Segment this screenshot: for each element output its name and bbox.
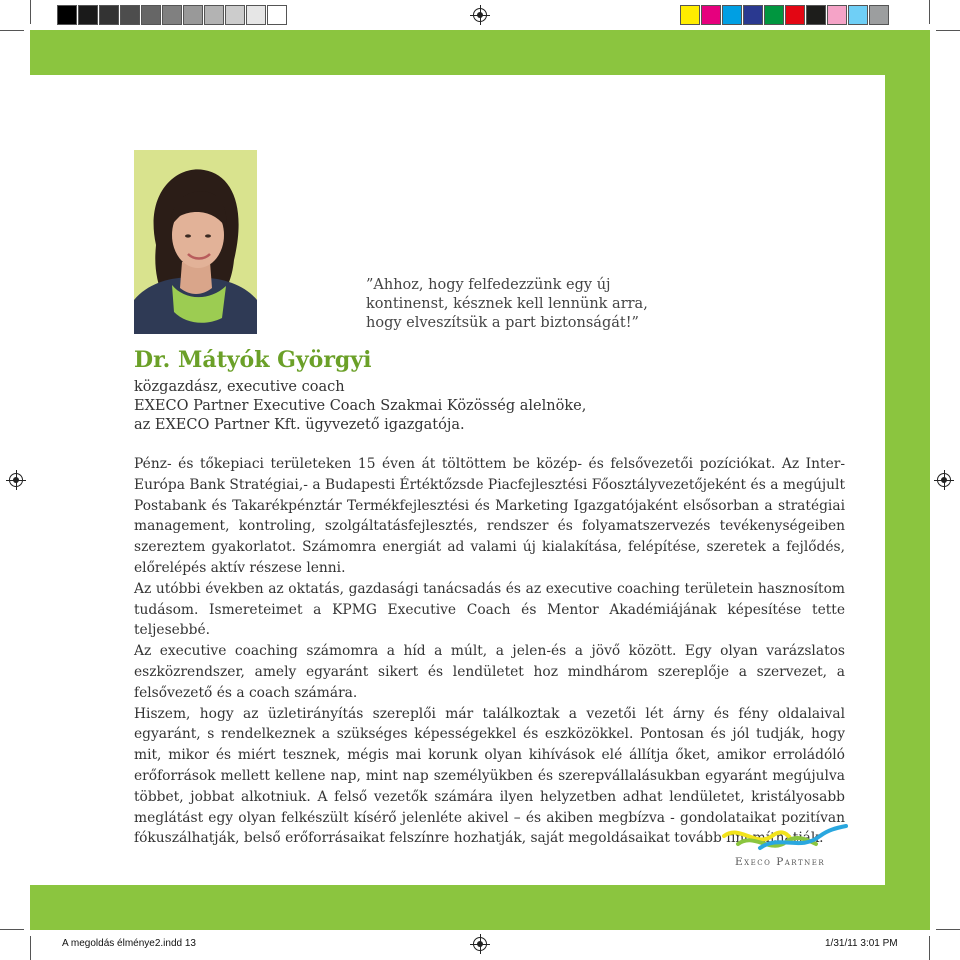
- crop-mark: [936, 929, 960, 930]
- color-swatch: [722, 5, 742, 25]
- quote-line: hogy elveszítsük a part biztonságát!”: [366, 315, 639, 331]
- color-swatch: [225, 5, 245, 25]
- color-swatch: [785, 5, 805, 25]
- color-swatch: [120, 5, 140, 25]
- crop-mark: [929, 0, 930, 24]
- color-swatch: [183, 5, 203, 25]
- role-line: közgazdász, executive coach: [134, 379, 345, 395]
- gray-swatch-bar: [57, 5, 288, 25]
- paragraph: Pénz- és tőkepiaci területeken 15 éven át töltöttem be közép- és felsővezetői pozíciókat. Az Inter-Európa Bank Stratégiai,- a Budapesti Értéktőzsde Piacfejlesztési Főosztályvezetőjeként és a megújult Postabank és Takarékpénztár Termékfejlesztési és Marketing Igazgatójaként elsősorban a stratégiai management, kontroling, szolgáltatásfejlesztés, rendszer és folyamatszervezés tevékenységeiben szereztem gyakorlatot. Számomra energiát ad valami új kialakítása, felépítése, szeretek a fejlődés, előrelépés aktív részese lenni.: [134, 456, 845, 576]
- color-swatch: [806, 5, 826, 25]
- color-swatch: [162, 5, 182, 25]
- registration-mark-icon: [473, 8, 487, 22]
- color-swatch: [141, 5, 161, 25]
- color-swatch: [827, 5, 847, 25]
- logo-wordmark: Execo Partner: [735, 856, 826, 868]
- color-swatch: [764, 5, 784, 25]
- portrait-photo: [134, 150, 257, 334]
- crop-mark: [30, 936, 31, 960]
- color-swatch: [99, 5, 119, 25]
- color-swatch: [869, 5, 889, 25]
- registration-mark-icon: [9, 473, 23, 487]
- color-swatch: [848, 5, 868, 25]
- footer-filename: A megoldás élménye2.indd 13: [62, 938, 196, 949]
- color-swatch: [743, 5, 763, 25]
- paragraph: Hiszem, hogy az üzletirányítás szereplői már találkoztak a vezetői lét árny és fény oldalaival egyaránt, s rendelkeznek a szükséges képességekkel és eszközökkel. Pontosan és jól tudják, hogy mit, mikor és miért tesznek, mégis mai korunk olyan kihívások elé állítja őket, amikor erroládóló erőforrások mellett kellene nap, mint nap személyükben és szerepvállalásukban egyaránt megújulva többet, jobbat alkotniuk. A felső vezetők számára ilyen helyzetben adhat lendületet, kristályosabb meglátást egy olyan felkészült kísérő jelenléte akivel – és akiben megbízva - gondolataikat pozitívan fókuszálhatják, belső erőforrásaikat felszínre hozhatják, saját megoldásaikat tovább finomíthatják.: [134, 705, 845, 847]
- crop-mark: [0, 929, 24, 930]
- registration-mark-icon: [473, 937, 487, 951]
- color-swatch: [701, 5, 721, 25]
- biography-text: [134, 454, 845, 849]
- person-roles: [134, 378, 586, 435]
- quote-line: ”Ahhoz, hogy felfedezzünk egy új: [366, 277, 611, 293]
- footer-datetime: 1/31/11 3:01 PM: [825, 938, 898, 949]
- crop-mark: [929, 936, 930, 960]
- color-swatch: [246, 5, 266, 25]
- person-name: Dr. Mátyók Györgyi: [134, 347, 372, 373]
- color-swatch: [267, 5, 287, 25]
- color-swatch-bar: [680, 5, 890, 25]
- paragraph: Az executive coaching számomra a híd a múlt, a jelen-és a jövő között. Egy olyan varázslatos eszközrendszer, amely egyaránt sikert és lendületet hoz mindhárom szereplője a szervezet, a felsővezető és a coach számára.: [134, 643, 845, 701]
- color-swatch: [57, 5, 77, 25]
- registration-mark-icon: [937, 473, 951, 487]
- color-swatch: [78, 5, 98, 25]
- color-swatch: [204, 5, 224, 25]
- role-line: EXECO Partner Executive Coach Szakmai Közösség alelnöke,: [134, 398, 587, 414]
- color-swatch: [680, 5, 700, 25]
- role-line: az EXECO Partner Kft. ügyvezető igazgatója.: [134, 417, 465, 433]
- crop-mark: [0, 30, 24, 31]
- crop-mark: [936, 30, 960, 31]
- quote-line: kontinenst, késznek kell lennünk arra,: [366, 296, 648, 312]
- paragraph: Az utóbbi években az oktatás, gazdasági tanácsadás és az executive coaching területein hasznosítom tudásom. Ismereteimet a KPMG Executive Coach és Mentor Akadémiájának képesítése tette teljesebbé.: [134, 580, 845, 639]
- crop-mark: [30, 0, 31, 24]
- quote: [366, 276, 696, 333]
